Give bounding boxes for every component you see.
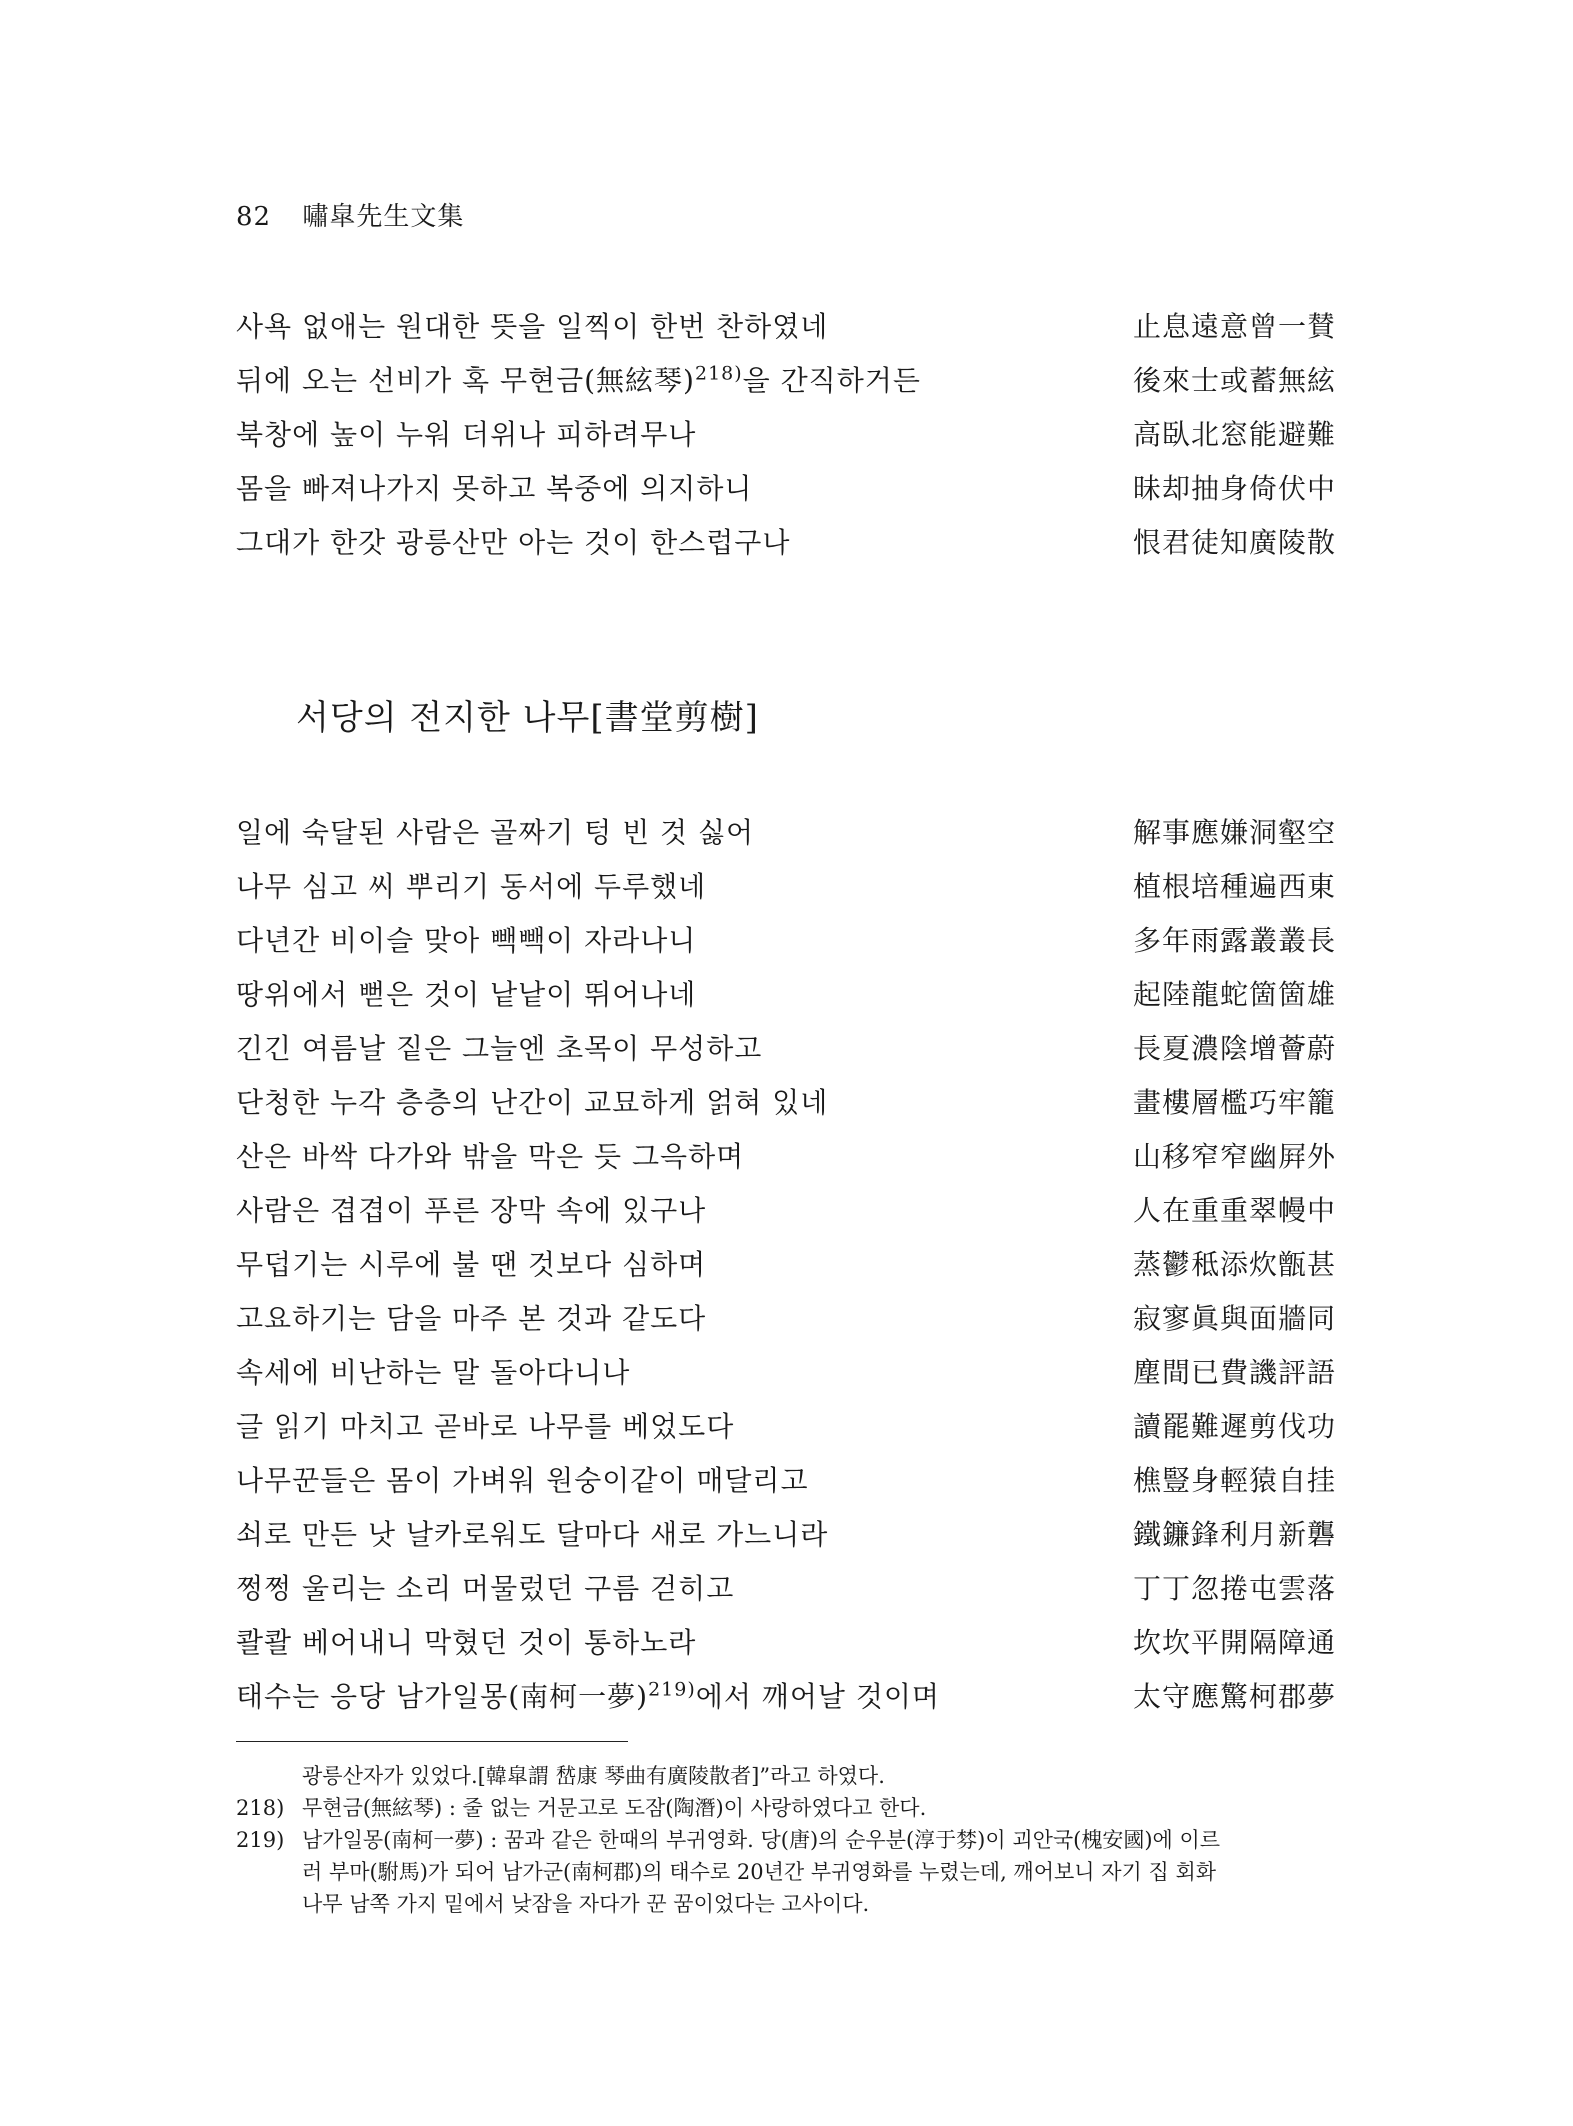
verse-line (236, 1238, 1336, 1292)
hanja-verse: 昧却抽身倚伏中 (1132, 472, 1336, 505)
korean-verse: 긴긴 여름날 짙은 그늘엔 초목이 무성하고 (236, 1032, 763, 1065)
korean-verse: 속세에 비난하는 말 돌아다니나 (236, 1356, 631, 1389)
verse-line (236, 1346, 1336, 1400)
korean-verse (236, 1670, 940, 1724)
hanja-verse: 寂寥眞與面牆同 (1132, 1302, 1336, 1335)
korean-verse: 나무꾼들은 몸이 가벼워 원숭이같이 매달리고 (236, 1464, 809, 1497)
hanja-verse: 山移窄窄幽屛外 (1132, 1140, 1336, 1173)
hanja-verse: 人在重重翠幔中 (1132, 1194, 1336, 1227)
korean-verse: 단청한 누각 층층의 난간이 교묘하게 얽혀 있네 (236, 1086, 829, 1119)
footnote-text: 무현금(無絃琴) : 줄 없는 거문고로 도잠(陶潛)이 사랑하였다고 한다. (302, 1796, 927, 1820)
hanja-verse: 多年雨露叢叢長 (1132, 924, 1336, 957)
poem-body (236, 806, 1336, 1724)
korean-verse: 일에 숙달된 사람은 골짜기 텅 빈 것 싫어 (236, 816, 755, 849)
korean-verse: 쩡쩡 울리는 소리 머물렀던 구름 걷히고 (236, 1572, 735, 1605)
hanja-verse: 長夏濃陰增薈蔚 (1132, 1032, 1336, 1065)
footnote-text: 나무 남쪽 가지 밑에서 낮잠을 자다가 꾼 꿈이었다는 고사이다. (302, 1892, 870, 1916)
book-title: 嘯皐先生文集 (302, 202, 465, 232)
footnote-text: 광릉산자가 있었다.[韓皐謂 嵆康 琴曲有廣陵散者]”라고 하였다. (302, 1764, 885, 1788)
verse-line (236, 1076, 1336, 1130)
hanja-verse: 恨君徒知廣陵散 (1132, 526, 1336, 559)
hanja-verse: 後來士或蓄無絃 (1132, 364, 1336, 397)
korean-verse (236, 354, 921, 408)
verse-text: 태수는 응당 남가일몽(南柯一夢) (236, 1680, 649, 1713)
verse-line (236, 914, 1336, 968)
korean-verse: 무덥기는 시루에 불 땐 것보다 심하며 (236, 1248, 707, 1281)
verse-line (236, 1184, 1336, 1238)
verse-line (236, 1562, 1336, 1616)
hanja-verse: 坎坎平開隔障通 (1132, 1626, 1336, 1659)
verse-line (236, 408, 1336, 462)
korean-verse: 땅위에서 뻗은 것이 낱낱이 뛰어나네 (236, 978, 697, 1011)
hanja-verse: 解事應嫌洞壑空 (1132, 816, 1336, 849)
verse-line (236, 1292, 1336, 1346)
footnote-ref-218[interactable]: 218) (694, 362, 743, 385)
korean-verse: 쇠로 만든 낫 날카로워도 달마다 새로 가느니라 (236, 1518, 829, 1551)
verse-line (236, 516, 1336, 570)
hanja-verse: 太守應驚柯郡夢 (1132, 1680, 1336, 1713)
korean-verse: 고요하기는 담을 마주 본 것과 같도다 (236, 1302, 707, 1335)
hanja-verse: 樵豎身輕猿自挂 (1132, 1464, 1336, 1497)
hanja-verse: 畫樓層檻巧牢籠 (1132, 1086, 1336, 1119)
hanja-verse: 蒸鬱秪添炊甑甚 (1132, 1248, 1336, 1281)
verse-line (236, 462, 1336, 516)
hanja-verse: 止息遠意曾一賛 (1132, 310, 1336, 343)
korean-verse: 나무 심고 씨 뿌리기 동서에 두루했네 (236, 870, 707, 903)
hanja-verse: 植根培種遍西東 (1132, 870, 1336, 903)
page-number: 82 (236, 202, 272, 232)
verse-line (236, 1670, 1336, 1724)
footnote-number: 219) (236, 1828, 285, 1852)
verse-line (236, 354, 1336, 408)
verse-line (236, 1130, 1336, 1184)
footnote-ref-219[interactable]: 219) (648, 1678, 696, 1701)
hanja-verse: 塵間已費譏評語 (1132, 1356, 1336, 1389)
hanja-verse: 丁丁忽捲屯雲落 (1132, 1572, 1336, 1605)
verse-line (236, 300, 1336, 354)
hanja-verse: 起陸龍蛇箇箇雄 (1132, 978, 1336, 1011)
footnote-number: 218) (236, 1796, 285, 1820)
korean-verse: 글 읽기 마치고 곧바로 나무를 베었도다 (236, 1410, 735, 1443)
verse-text: 뒤에 오는 선비가 혹 무현금(無絃琴) (236, 364, 695, 397)
verse-line (236, 1508, 1336, 1562)
footnote-218 (236, 1792, 1336, 1824)
hanja-verse: 讀罷難遲剪伐功 (1132, 1410, 1336, 1443)
korean-verse: 산은 바싹 다가와 밖을 막은 듯 그윽하며 (236, 1140, 745, 1173)
verse-line (236, 1022, 1336, 1076)
korean-verse: 그대가 한갓 광릉산만 아는 것이 한스럽구나 (236, 526, 791, 559)
footnote-219 (236, 1824, 1336, 1920)
korean-verse: 사욕 없애는 원대한 뜻을 일찍이 한번 찬하였네 (236, 310, 829, 343)
verse-line (236, 860, 1336, 914)
korean-verse: 사람은 겹겹이 푸른 장막 속에 있구나 (236, 1194, 707, 1227)
hanja-verse: 高臥北窓能避難 (1132, 418, 1336, 451)
verse-line (236, 968, 1336, 1022)
verse-line (236, 1400, 1336, 1454)
footnote-continuation (236, 1760, 1336, 1792)
verse-line (236, 806, 1336, 860)
verse-text: 에서 깨어날 것이며 (695, 1680, 940, 1713)
verse-line (236, 1616, 1336, 1670)
korean-verse: 콸콸 베어내니 막혔던 것이 통하노라 (236, 1626, 697, 1659)
poem-continuation (236, 300, 1336, 570)
hanja-verse: 鐵鐮鋒利月新礱 (1132, 1518, 1336, 1551)
footnote-divider (236, 1741, 628, 1742)
footnote-text: 러 부마(駙馬)가 되어 남가군(南柯郡)의 태수로 20년간 부귀영화를 누렸는데, 깨어보니 자기 집 회화 (302, 1860, 1217, 1884)
verse-text: 을 간직하거든 (742, 364, 921, 397)
korean-verse: 몸을 빠져나가지 못하고 복중에 의지하니 (236, 472, 753, 505)
korean-verse: 북창에 높이 누워 더위나 피하려무나 (236, 418, 697, 451)
verse-line (236, 1454, 1336, 1508)
korean-verse: 다년간 비이슬 맞아 빽빽이 자라나니 (236, 924, 697, 957)
running-header (236, 196, 464, 233)
footnote-text: 남가일몽(南柯一夢) : 꿈과 같은 한때의 부귀영화. 당(唐)의 순우분(淳于棼)이 괴안국(槐安國)에 이르 (302, 1828, 1221, 1852)
poem-title: 서당의 전지한 나무[書堂剪樹] (296, 698, 759, 738)
